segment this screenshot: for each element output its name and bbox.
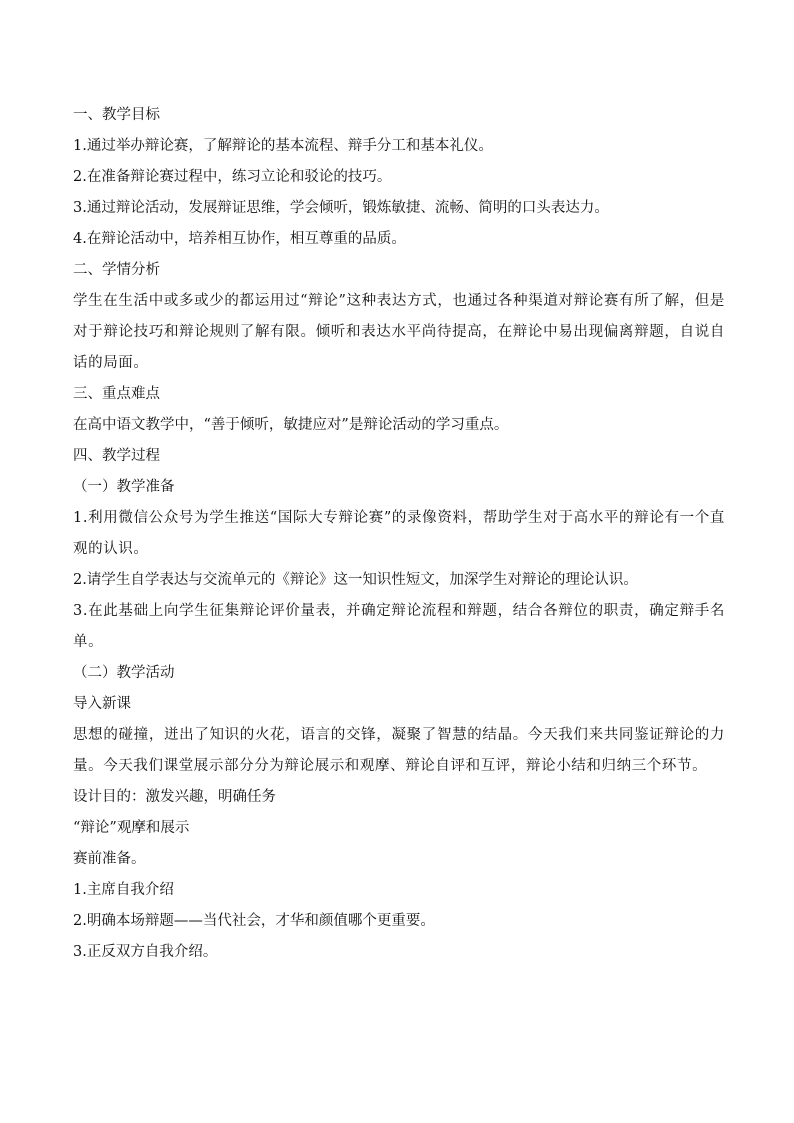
preparation-item-1: 1.利用微信公众号为学生推送“国际大专辩论赛”的录像资料，帮助学生对于高水平的辩论有一个直观的认识。: [73, 510, 725, 557]
procedure-item-1: 1.主席自我介绍: [73, 882, 174, 898]
goal-item-1: 1.通过举办辩论赛，了解辩论的基本流程、辩手分工和基本礼仪。: [73, 138, 493, 154]
heading-teaching-goals: 一、教学目标: [73, 107, 160, 123]
student-analysis-paragraph: 学生在生活中或多或少的都运用过“辩论”这种表达方式，也通过各种渠道对辩论赛有所了解，但是对于辩论技巧和辩论规则了解有限。倾听和表达水平尚待提高，在辩论中易出现偏离辩题，自说自话的局面。: [73, 293, 725, 371]
intro-paragraph: 思想的碰撞，迸出了知识的火花，语言的交锋，凝聚了智慧的结晶。今天我们来共同鉴证辩论的力量。今天我们课堂展示部分分为辩论展示和观摩、辩论自评和互评，辩论小结和归纳三个环节。: [73, 727, 725, 774]
heading-teaching-process: 四、教学过程: [73, 448, 160, 464]
heading-key-points: 三、重点难点: [73, 386, 160, 402]
intro-heading: 导入新课: [73, 696, 131, 712]
preparation-item-2: 2.请学生自学表达与交流单元的《辩论》这一知识性短文，加深学生对辩论的理论认识。: [73, 572, 638, 588]
document-body: [73, 100, 725, 968]
heading-student-analysis: 二、学情分析: [73, 262, 160, 278]
subheading-preparation: （一）教学准备: [73, 479, 175, 495]
debate-observation-heading: “辩论”观摩和展示: [73, 820, 190, 836]
pre-match-preparation: 赛前准备。: [73, 851, 146, 867]
key-points-paragraph: 在高中语文教学中，“善于倾听，敏捷应对”是辩论活动的学习重点。: [73, 417, 509, 433]
goal-item-4: 4.在辩论活动中，培养相互协作，相互尊重的品质。: [73, 231, 406, 247]
goal-item-2: 2.在准备辩论赛过程中，练习立论和驳论的技巧。: [73, 169, 392, 185]
procedure-item-3: 3.正反双方自我介绍。: [73, 944, 218, 960]
subheading-activities: （二）教学活动: [73, 665, 175, 681]
design-purpose: 设计目的：激发兴趣，明确任务: [73, 789, 276, 805]
procedure-item-2: 2.明确本场辩题——当代社会，才华和颜值哪个更重要。: [73, 913, 435, 929]
preparation-item-3: 3.在此基础上向学生征集辩论评价量表，并确定辩论流程和辩题，结合各辩位的职责，确定辩手名单。: [73, 603, 725, 650]
goal-item-3: 3.通过辩论活动，发展辩证思维，学会倾听，锻炼敏捷、流畅、简明的口头表达力。: [73, 200, 609, 216]
